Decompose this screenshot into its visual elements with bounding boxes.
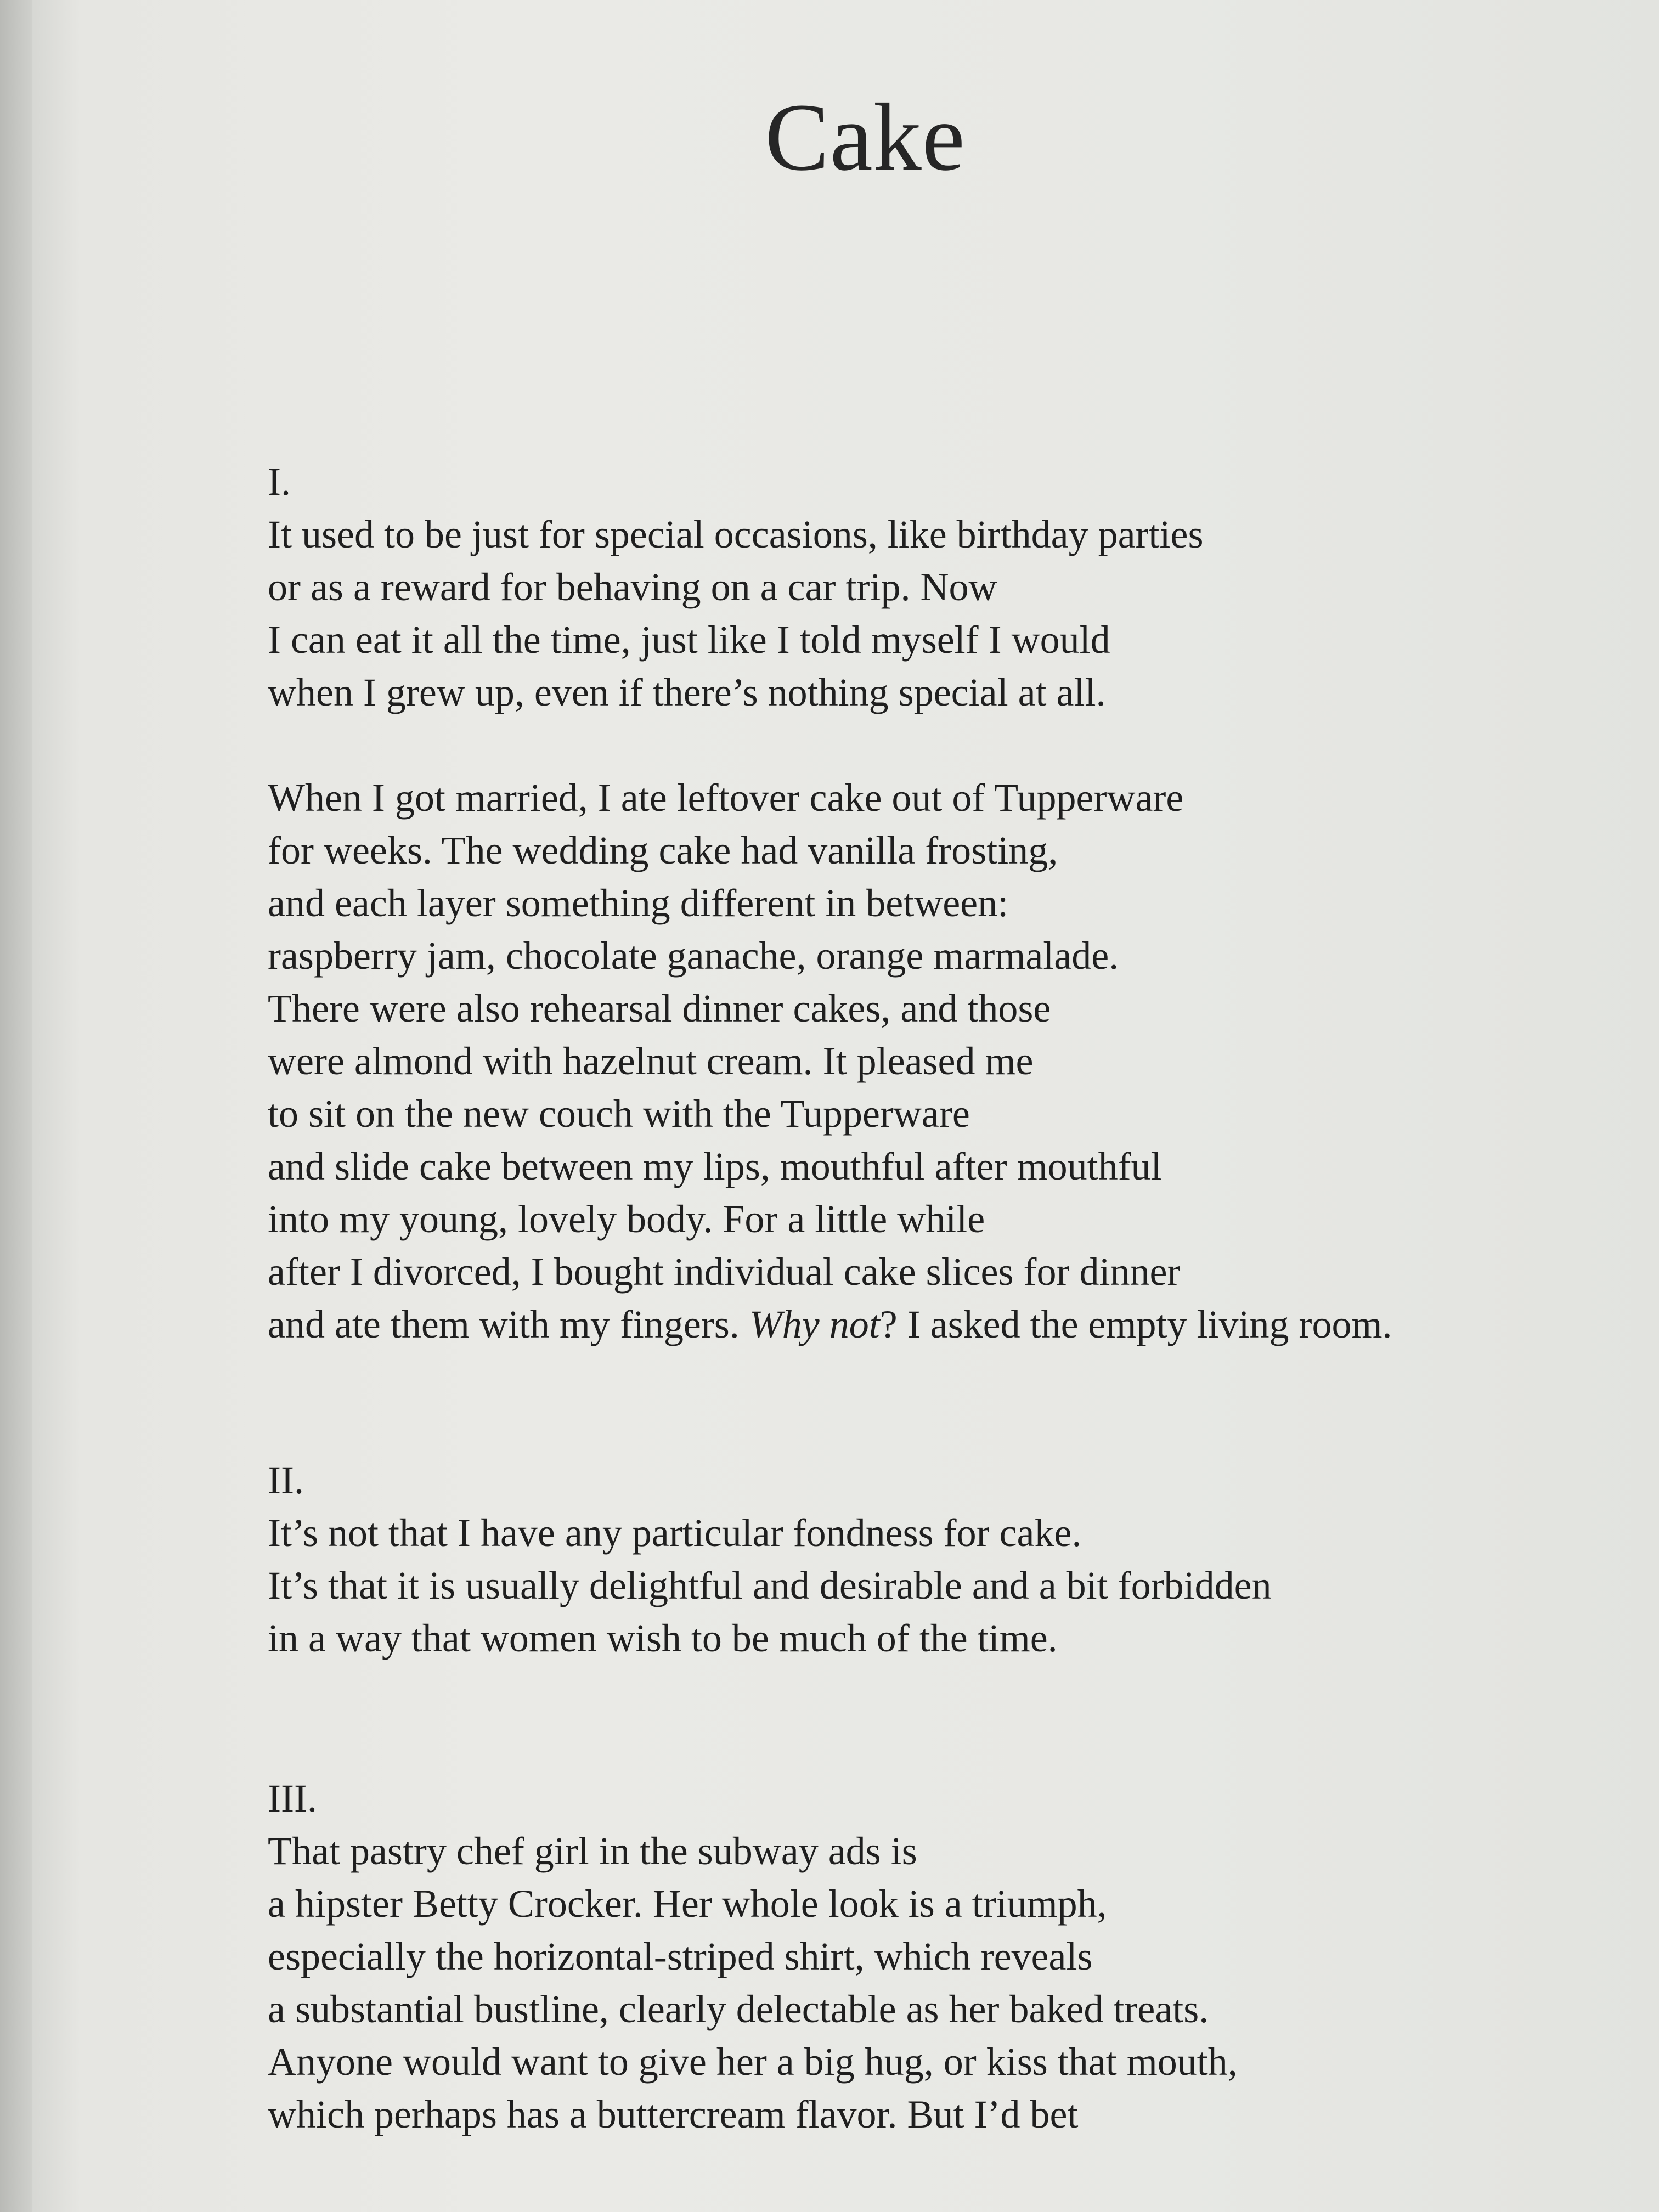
- poem-line: and each layer something different in between:: [268, 881, 1009, 925]
- poem-line: a hipster Betty Crocker. Her whole look is a triumph,: [268, 1882, 1107, 1926]
- line-text: ? I asked the empty living room.: [879, 1302, 1392, 1346]
- poem-line: to sit on the new couch with the Tupperware: [268, 1092, 970, 1136]
- page-gutter: [0, 0, 32, 2212]
- poem-title: Cake: [765, 84, 966, 191]
- poem-line: or as a reward for behaving on a car trip. Now: [268, 565, 997, 609]
- line-text: and ate them with my fingers.: [268, 1302, 749, 1346]
- poem-line: especially the horizontal-striped shirt, which reveals: [268, 1934, 1093, 1978]
- poem-line: were almond with hazelnut cream. It pleased me: [268, 1039, 1034, 1083]
- poem-line: and slide cake between my lips, mouthful after mouthful: [268, 1144, 1162, 1188]
- poem-line: It’s that it is usually delightful and desirable and a bit forbidden: [268, 1564, 1272, 1607]
- poem-line: into my young, lovely body. For a little while: [268, 1197, 985, 1241]
- poem-line: Anyone would want to give her a big hug, or kiss that mouth,: [268, 2040, 1238, 2084]
- poem-line: I can eat it all the time, just like I told myself I would: [268, 618, 1110, 662]
- poem-line: when I grew up, even if there’s nothing special at all.: [268, 670, 1106, 714]
- poem-line: That pastry chef girl in the subway ads is: [268, 1829, 917, 1873]
- poem-line: It’s not that I have any particular fondness for cake.: [268, 1511, 1082, 1555]
- poem-line: It used to be just for special occasions, like birthday parties: [268, 512, 1204, 556]
- poem-line-last: [268, 1298, 1475, 1351]
- poem-line: a substantial bustline, clearly delectable as her baked treats.: [268, 1987, 1209, 2031]
- section-1: [268, 455, 1475, 1351]
- poem-line: raspberry jam, chocolate ganache, orange marmalade.: [268, 934, 1119, 978]
- section-3: [268, 1772, 1475, 2141]
- section-number: I.: [268, 460, 291, 504]
- italic-phrase: Why not: [749, 1302, 880, 1346]
- section-number: III.: [268, 1776, 317, 1820]
- poem-line: in a way that women wish to be much of the time.: [268, 1616, 1058, 1660]
- section-number: II.: [268, 1458, 304, 1502]
- poem-line: for weeks. The wedding cake had vanilla frosting,: [268, 828, 1058, 872]
- poem-line: When I got married, I ate leftover cake out of Tupperware: [268, 776, 1184, 820]
- stanza-break: [268, 719, 1475, 771]
- poem-line: which perhaps has a buttercream flavor. But I’d bet: [268, 2092, 1079, 2136]
- poem-line: after I divorced, I bought individual cake slices for dinner: [268, 1250, 1181, 1294]
- poem-line: There were also rehearsal dinner cakes, and those: [268, 986, 1051, 1030]
- section-2: [268, 1454, 1475, 1664]
